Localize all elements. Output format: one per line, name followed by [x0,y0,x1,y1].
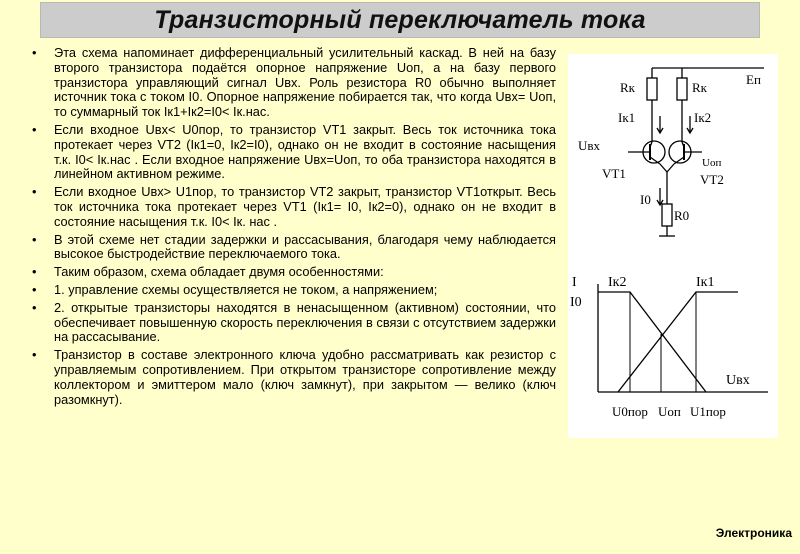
bullet-marker: • [32,121,37,137]
title-bar [40,2,760,38]
resistor-r0 [662,204,672,226]
bullet-text: 1. управление схемы осуществляется не током, а напряжением; [54,281,438,297]
curve-ik2 [598,292,706,392]
bullet-text: Таким образом, схема обладает двумя особенностями: [54,264,384,280]
label-uvx: Uвх [578,138,601,153]
bullet-marker: • [32,184,37,200]
label-ik1: Iк1 [696,275,715,290]
bullet-text: В этой схеме нет стадии задержки и рассасывания, благодаря чему наблюдается высокое быстродействие переключаемого тока. [54,231,556,262]
wire [667,164,674,172]
transfer-graph [570,275,768,419]
tick-u1por: U1пор [690,404,726,419]
resistor-rk-left [647,78,657,100]
label-rk-left: Rк [620,80,635,95]
wire [660,164,667,172]
axis-label-uvx: Uвх [726,373,750,388]
bullet-list [30,46,556,407]
bullet-marker: • [32,45,37,60]
bullet-item [30,301,556,345]
bullet-item [30,265,556,280]
label-r0: R0 [674,208,690,223]
resistor-rk-right [677,78,687,100]
bullet-marker: • [32,299,37,315]
curve-ik1 [618,292,738,392]
label-rk-right: Rк [692,80,707,95]
axis-label-i0: I0 [570,295,582,310]
slide-title: Транзисторный переключатель тока [154,5,646,34]
label-uop: Uоп [702,157,722,169]
label-ik2: Iк2 [694,110,712,125]
circuit-and-graph [568,54,778,438]
text-body [30,46,556,410]
bullet-text: 2. открытые транзисторы находятся в ненасыщенном (активном) состоянии, что обеспечивает повышенную скорость переключения в связи с отсутствием задержки на рассасывание. [54,299,556,345]
tick-u0por: U0пор [612,404,648,419]
bullet-item [30,283,556,298]
axis-label-i: I [572,275,577,290]
bullet-item [30,46,556,120]
circuit-diagram [578,68,764,236]
bullet-marker: • [32,281,37,297]
bullet-marker: • [32,347,37,363]
label-ik1: Iк1 [618,110,636,125]
bullet-item [30,233,556,263]
label-vt1: VT1 [602,166,626,181]
bullet-text: Если входное Uвх> U1пор, то транзистор VT2 закрыт, транзистор VT1открыт. Весь ток источника тока протекает через VT1 (Iк1= I0, Iк2=0), однако он не входит в состояние насыщения т.к. I0< Iк. нас . [54,184,556,229]
bullet-marker: • [32,264,37,280]
bullet-item [30,185,556,229]
figure-panel [568,54,778,438]
footer-label: Электроника [715,526,792,540]
bullet-text: Если входное Uвх< U0пор, то транзистор VT1 закрыт. Весь ток источника тока протекает через VT2 (Iк1=0, Iк2=I0), однако он не входит в состояние насыщения т.к. I0< Iк.нас . Если входное напряжение Uвх=Uоп, то оба транзистора находятся в линейном активном режиме. [54,121,556,182]
bullet-marker: • [32,231,37,247]
label-ep: Eп [746,72,761,87]
label-i0: I0 [640,192,651,207]
bullet-item [30,348,556,407]
label-ik2: Iк2 [608,275,627,290]
vt2-collector [682,142,684,147]
label-vt2: VT2 [700,172,724,187]
vt1-collector [650,142,652,147]
tick-uop: Uоп [658,404,681,419]
bullet-item [30,123,556,182]
bullet-text: Эта схема напоминает дифференциальный усилительный каскад. В ней на базу второго транзистора подаётся опорное напряжение Uоп, а на базу первого транзистора управляющий сигнал Uвх. Роль резистора R0 обычно выполняет источник тока с током I0. Опорное напряжение побирается так, что когда Uвх= Uоп, то суммарный ток Iк1+Iк2=I0< Iк.нас. [54,45,556,120]
bullet-text: Транзистор в составе электронного ключа удобно рассматривать как резистор с управляемым сопротивлением. При открытом транзисторе сопротивление между коллектором и эмиттером мало (ключ замкнут), при закрытом — велико (ключ разомкнут). [54,347,556,407]
